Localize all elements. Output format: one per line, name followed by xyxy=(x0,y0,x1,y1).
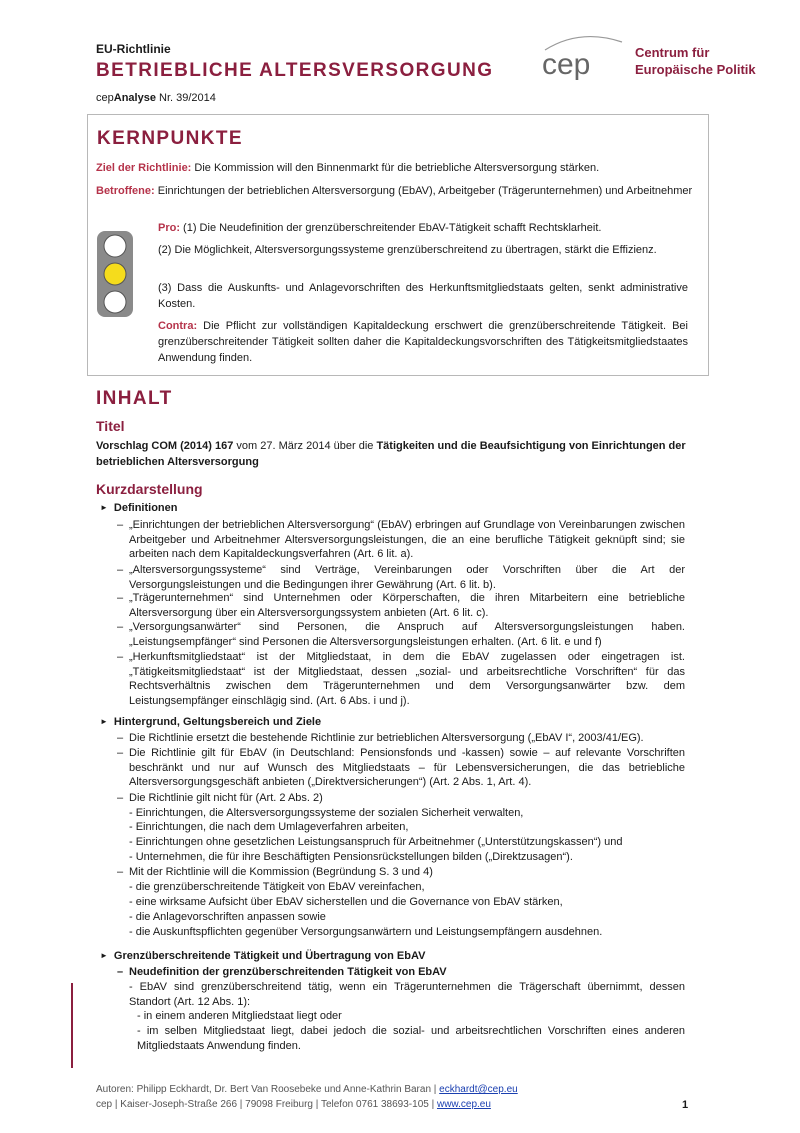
hintergrund-item xyxy=(117,791,685,806)
analyse-prefix: cep xyxy=(96,92,114,104)
analyse-number xyxy=(96,92,216,104)
vorschlag-paragraph xyxy=(96,438,694,470)
goal-item: - eine wirksame Aufsicht über EbAV sicherstellen und die Governance von EbAV stärken, xyxy=(129,896,563,908)
section-hintergrund xyxy=(100,716,321,728)
hintergrund-item xyxy=(117,865,685,880)
section-grenzueberschreitend xyxy=(100,950,425,962)
betroffene-text: Einrichtungen der betrieblichen Altersversorgung (EbAV), Arbeitgeber (Trägerunternehmen) und Arbeitnehmer xyxy=(154,185,693,197)
hintergrund-text: Mit der Richtlinie will die Kommission (Begründung S. 3 und 4) xyxy=(129,866,433,878)
inhalt-title: INHALT xyxy=(96,388,173,409)
footer-authors-text: Autoren: Philipp Eckhardt, Dr. Bert Van Roosebeke und Anne-Kathrin Baran | xyxy=(96,1084,440,1095)
pro-label: Pro: xyxy=(158,222,180,234)
goal-item: - die Auskunftspflichten gegenüber Versorgungsanwärtern und Leistungsempfängern ausdehnen. xyxy=(129,926,603,938)
footer-authors xyxy=(96,1084,518,1095)
vorschlag-com: Vorschlag COM (2014) 167 xyxy=(96,440,234,452)
exclusion-item: - Einrichtungen, die nach dem Umlageverfahren arbeiten, xyxy=(129,821,409,833)
pro-1-text: (1) Die Neudefinition der grenzüberschreitender EbAV-Tätigkeit schafft Rechtsklarheit. xyxy=(180,222,602,234)
grenz-item: - EbAV sind grenzüberschreitend tätig, wenn ein Trägerunternehmen die Trägerschaft übernimmt, dessen Standort (Art. 12 Abs. 1): xyxy=(129,981,685,1008)
pro-2: (2) Die Möglichkeit, Altersversorgungssysteme grenzüberschreitend zu übertragen, stärkt die Effizienz. xyxy=(158,244,657,256)
definition-text: „Einrichtungen der betrieblichen Altersversorgung“ (EbAV) erbringen auf Grundlage von Vereinbarungen zwischen Arbeitgeber und Arbeitnehmer Altersversorgungsleistungen, die an eine berufliche Tätigkeit geknüpft sind; sie arbeiten nach dem Kapitaldeckungsverfahren (Art. 6 lit. a). xyxy=(129,519,685,560)
footer-address-text: cep | Kaiser-Joseph-Straße 266 | 79098 Freiburg | Telefon 0761 38693-105 | xyxy=(96,1099,437,1110)
hintergrund-text: Die Richtlinie gilt nicht für (Art. 2 Abs. 2) xyxy=(129,792,323,804)
definition-item xyxy=(117,518,685,562)
dash-icon: – xyxy=(117,966,124,978)
grenz-subheading-text: Neudefinition der grenzüberschreitenden Tätigkeit von EbAV xyxy=(129,966,447,978)
grenz-subitem: - im selben Mitgliedstaat liegt, dabei jedoch die sozial- und arbeitsrechtlichen Vorschriften eines anderen Mitgliedstaats Anwendung finden. xyxy=(137,1025,685,1052)
definition-item xyxy=(117,563,685,592)
dash-icon: – xyxy=(117,621,124,633)
hintergrund-text: Die Richtlinie ersetzt die bestehende Richtlinie zur betrieblichen Altersversorgung („EbAV I“, 2003/41/EG). xyxy=(129,732,644,744)
vorschlag-text: vom 27. März 2014 über die xyxy=(233,440,377,452)
dash-icon: – xyxy=(117,792,124,804)
definition-item xyxy=(117,620,685,649)
contra-text: Die Pflicht zur vollständigen Kapitaldeckung erschwert die grenzüberschreitende Tätigkeit. Bei grenzüberschreitender Tätigkeit sollten daher die Kapitaldeckungsvorschriften des Tätigkeitsmitgliedstaates Anwendung finden. xyxy=(158,320,688,364)
traffic-light-top xyxy=(104,235,126,257)
dash-icon: – xyxy=(117,747,124,759)
definition-text: „Altersversorgungssysteme“ sind Verträge, Vereinbarungen oder Vorschriften über die Art der Versorgungsleistungen und die Bedingungen ihrer Gewährung (Art. 6 lit. b). xyxy=(129,564,685,591)
contra-label: Contra: xyxy=(158,320,198,332)
dash-icon: – xyxy=(117,519,124,531)
section-definitionen xyxy=(100,502,177,514)
betroffene-paragraph xyxy=(96,183,694,199)
analyse-bold: Analyse xyxy=(113,92,156,104)
bullet-triangle-icon: ► xyxy=(100,717,108,726)
section-heading: Hintergrund, Geltungsbereich und Ziele xyxy=(113,716,322,728)
grenz-subitem: - in einem anderen Mitgliedstaat liegt oder xyxy=(137,1010,342,1022)
kernpunkte-title: KERNPUNKTE xyxy=(97,128,243,149)
dash-icon: – xyxy=(117,592,124,604)
definition-text: „Versorgungsanwärter“ sind Personen, die Anspruch auf Altersversorgungsleistungen haben. „Leistungsempfänger“ sind Personen die Altersversorgungsleistungen erhalten. (Art. 6 lit. e und f) xyxy=(129,621,685,648)
ziel-text: Die Kommission will den Binnenmarkt für die betriebliche Altersversorgung stärken. xyxy=(191,162,600,174)
goal-item: - die grenzüberschreitende Tätigkeit von EbAV vereinfachen, xyxy=(129,881,425,893)
dash-icon: – xyxy=(117,564,124,576)
bullet-triangle-icon: ► xyxy=(100,951,108,960)
page-number: 1 xyxy=(682,1099,689,1111)
footer-email-link[interactable]: eckhardt@cep.eu xyxy=(439,1084,518,1095)
logo-name xyxy=(635,44,756,78)
pro-1 xyxy=(158,220,688,236)
exclusion-item: - Einrichtungen ohne gesetzlichen Leistungsanspruch für Arbeitnehmer („Unterstützungskassen“) und xyxy=(129,836,623,848)
vorschlag-subject: Tätigkeiten und die Beaufsichtigung von Einrichtungen der betrieblichen Altersversorgung xyxy=(96,440,686,468)
hintergrund-text: Die Richtlinie gilt für EbAV (in Deutschland: Pensionsfonds und -kassen) sowie – auf relevante Vorschriften beschränkt und nur auf Wunsch des Mitgliedstaats – für Lebensversicherungen, die das betriebliche Altersversorgungsgeschäft anbieten („Direktversicherungen“) (Art. 2 Abs. 1, Art. 4). xyxy=(129,747,685,788)
dash-icon: – xyxy=(117,866,124,878)
goal-item: - die Anlagevorschriften anpassen sowie xyxy=(129,911,326,923)
titel-heading: Titel xyxy=(96,418,125,434)
hintergrund-item xyxy=(117,731,685,746)
bullet-triangle-icon: ► xyxy=(100,503,108,512)
footer-web-link[interactable]: www.cep.eu xyxy=(436,1099,491,1110)
betroffene-label: Betroffene: xyxy=(96,185,155,197)
ziel-label: Ziel der Richtlinie: xyxy=(96,162,192,174)
kurzdarstellung-heading: Kurzdarstellung xyxy=(96,481,203,497)
dash-icon: – xyxy=(117,732,124,744)
hintergrund-item xyxy=(117,746,685,790)
footer-address xyxy=(96,1099,491,1110)
definition-item xyxy=(117,650,685,708)
exclusion-item: - Einrichtungen, die Altersversorgungssysteme der sozialen Sicherheit verwalten, xyxy=(129,807,524,819)
traffic-light-icon xyxy=(96,230,134,318)
traffic-light-middle-yellow xyxy=(104,263,126,285)
grenz-subheading xyxy=(117,965,685,980)
exclusion-item: - Unternehmen, die für ihre Beschäftigten Pensionsrückstellungen bilden („Direktzusagen“). xyxy=(129,851,573,863)
definition-item xyxy=(117,591,685,620)
pro-3: (3) Dass die Auskunfts- und Anlagevorschriften des Herkunftsmitgliedstaats gelten, senkt administrative Kosten. xyxy=(158,282,688,310)
logo-line1: Centrum für xyxy=(635,45,710,60)
logo-text: cep xyxy=(542,48,591,81)
traffic-light-bottom xyxy=(104,291,126,313)
definition-text: „Herkunftsmitgliedstaat“ ist der Mitgliedstaat, in dem die EbAV zugelassen oder eingetragen ist. „Tätigkeitsmitgliedstaat“ ist der Mitgliedstaat, dessen „sozial- und arbeitsrechtliche Vorschriften“ für das Rechtsverhältnis zwischen dem Trägerunternehmen und dem Versorgungsanwärter bzw. dem Leistungsempfänger einschlägig sind. (Art. 6 Abs. i und j). xyxy=(129,651,685,707)
definition-text: „Trägerunternehmen“ sind Unternehmen oder Körperschaften, die ihren Mitarbeitern eine betriebliche Altersversorgung über ein Altersversorgungssystem anbieten (Art. 6 lit. c). xyxy=(129,592,685,619)
dash-icon: – xyxy=(117,651,124,663)
document-title: BETRIEBLICHE ALTERSVERSORGUNG xyxy=(96,60,494,81)
logo-line2: Europäische Politik xyxy=(635,62,756,77)
ziel-paragraph xyxy=(96,160,694,176)
section-heading: Definitionen xyxy=(113,502,178,514)
analyse-number-value: Nr. 39/2014 xyxy=(155,92,216,104)
section-heading: Grenzüberschreitende Tätigkeit und Übertragung von EbAV xyxy=(113,950,426,962)
document-category: EU-Richtlinie xyxy=(96,42,171,56)
margin-marker xyxy=(71,983,73,1068)
contra-paragraph xyxy=(158,318,688,366)
